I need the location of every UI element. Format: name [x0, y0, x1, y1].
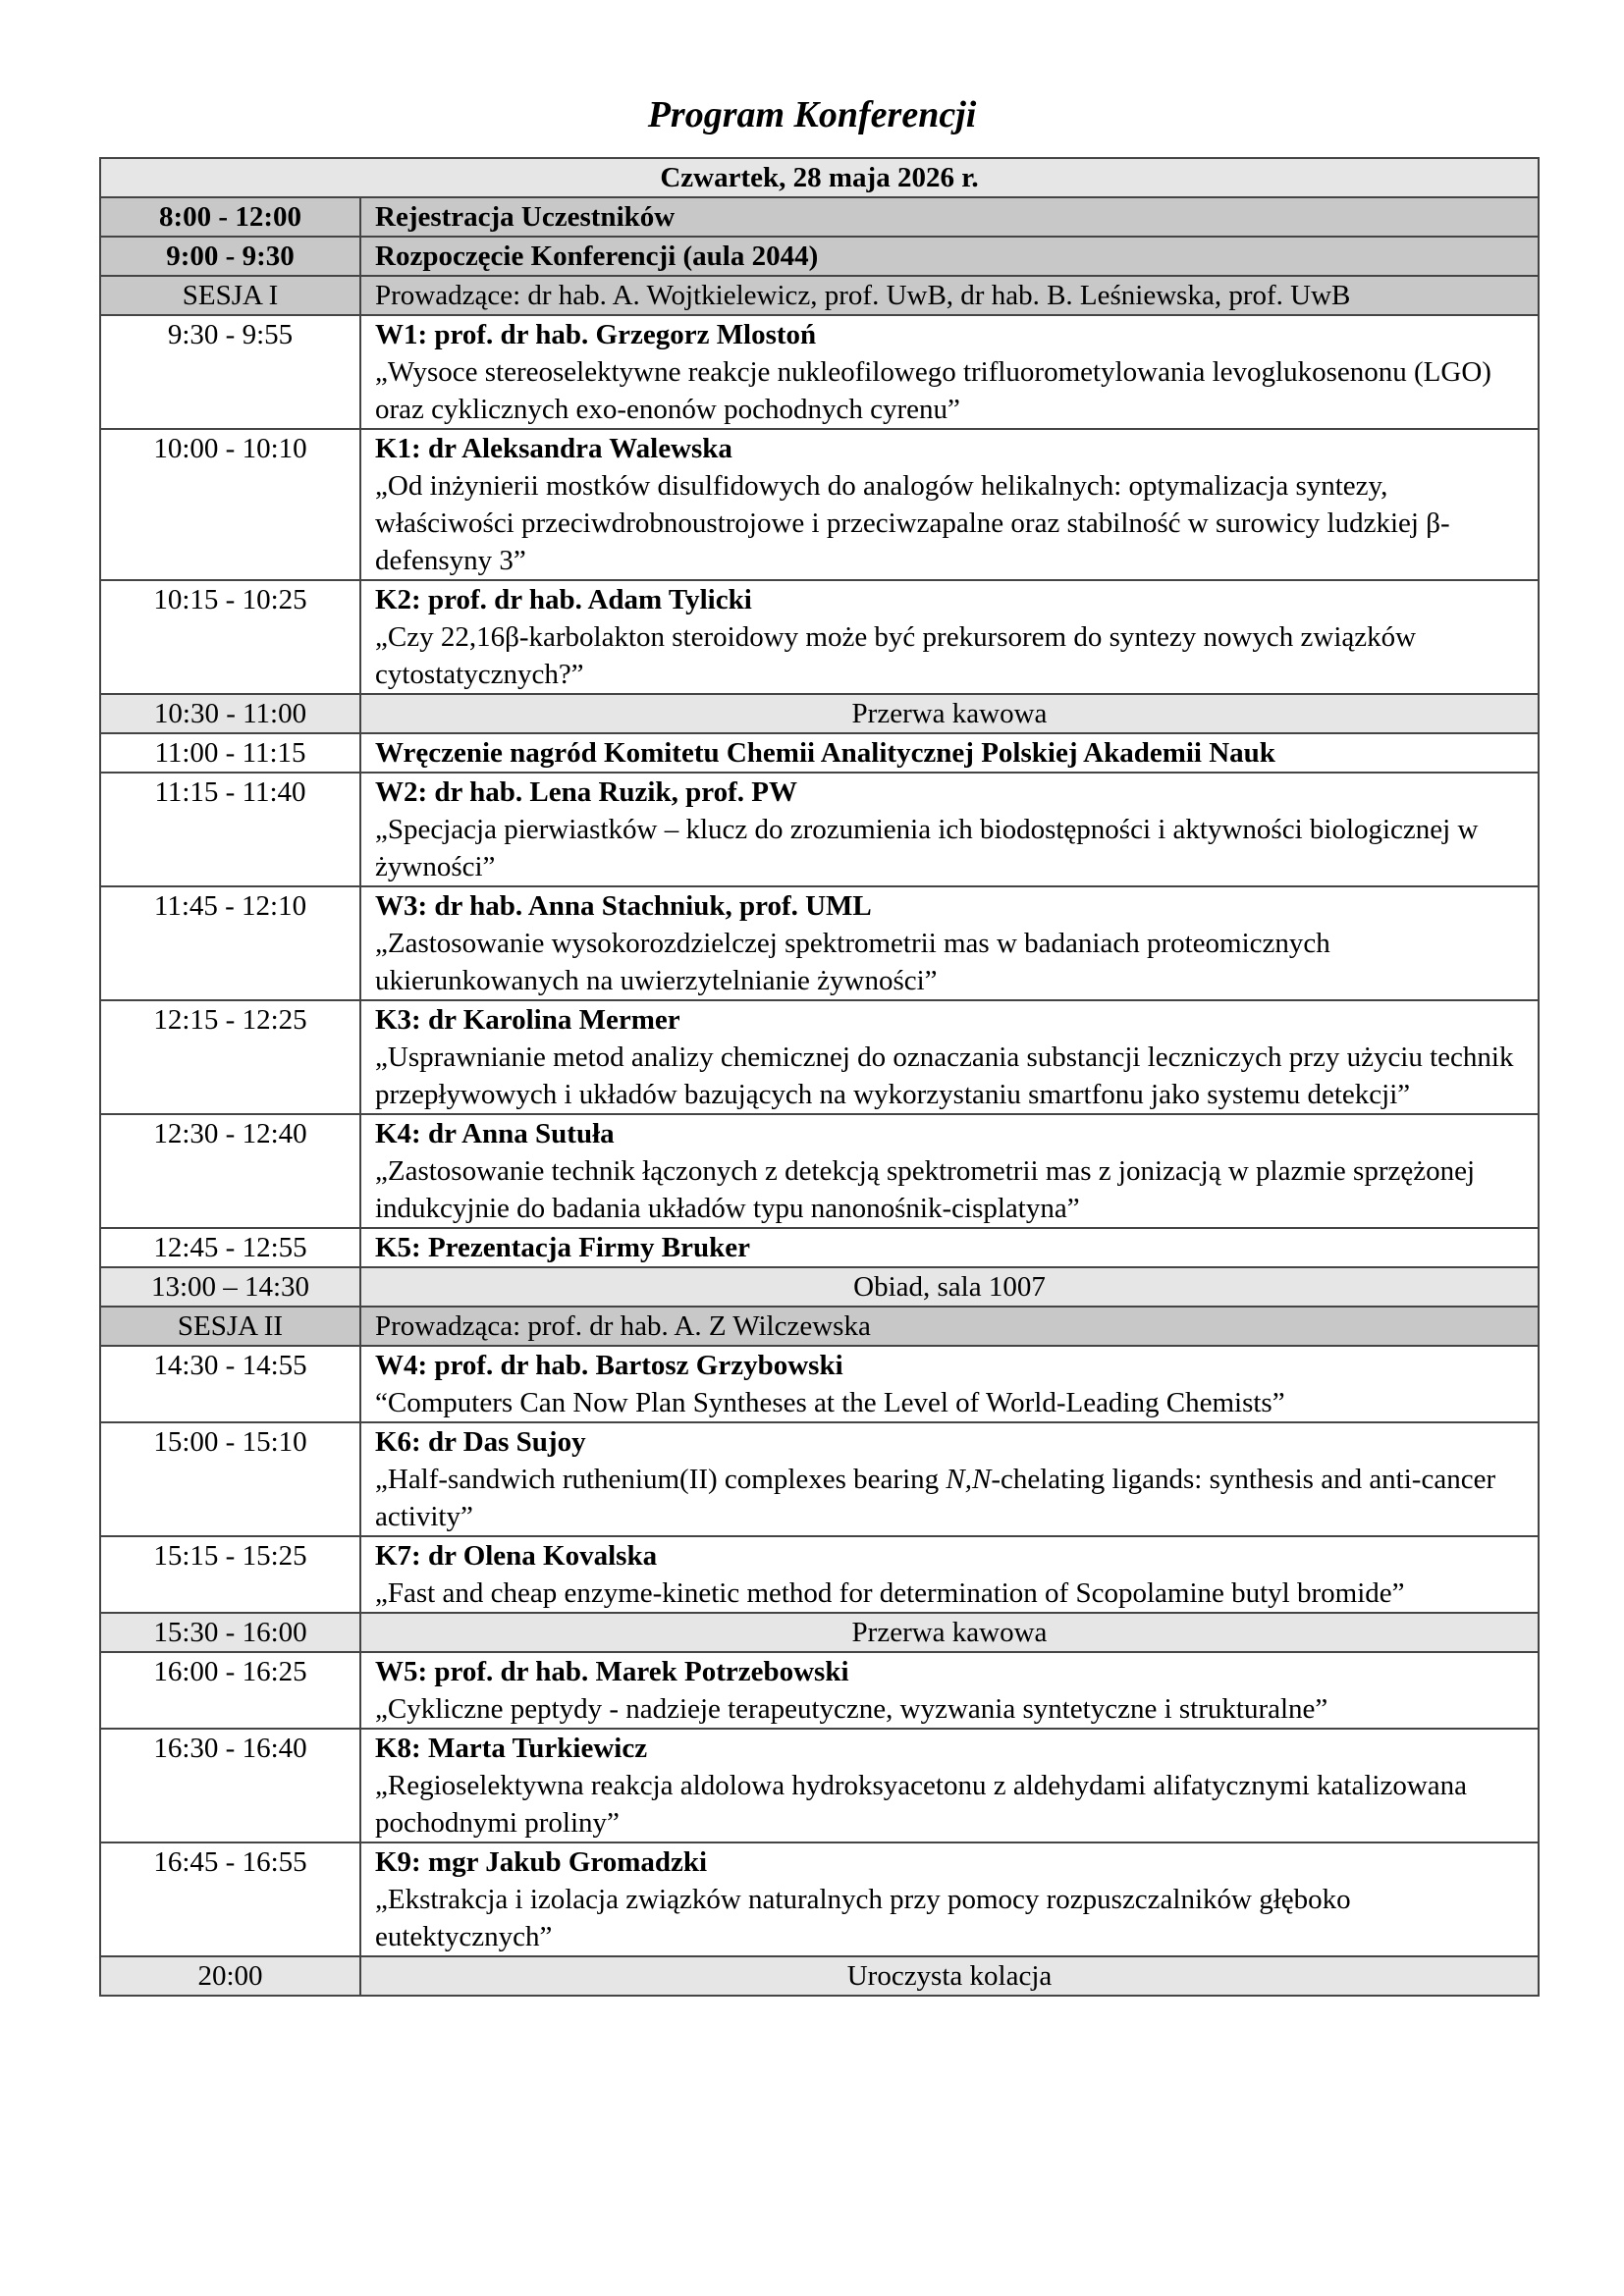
talk-cell: [360, 1114, 1539, 1228]
speaker-name: K2: prof. dr hab. Adam Tylicki: [375, 584, 752, 615]
day-header: Czwartek, 28 maja 2026 r.: [100, 158, 1539, 197]
talk-cell: [360, 1346, 1539, 1422]
time-cell: 16:00 - 16:25: [100, 1652, 360, 1729]
time-cell: 16:30 - 16:40: [100, 1729, 360, 1842]
speaker-name: K6: dr Das Sujoy: [375, 1426, 586, 1458]
talk-cell: [360, 886, 1539, 1000]
talk-title: „Specjacja pierwiastków – klucz do zrozumienia ich biodostępności i aktywności biologicznej w żywności”: [375, 814, 1479, 882]
event-cell: Rozpoczęcie Konferencji (aula 2044): [360, 237, 1539, 276]
talk-title: „Zastosowanie technik łączonych z detekcją spektrometrii mas z jonizacją w plazmie sprzężonej indukcyjnie do badania układów typu nanonośnik-cisplatyna”: [375, 1155, 1476, 1224]
talk-cell: [360, 773, 1539, 886]
talk-cell: [360, 1000, 1539, 1114]
time-cell: 8:00 - 12:00: [100, 197, 360, 237]
lunch-row: [100, 1267, 1539, 1307]
talk-cell: [360, 1652, 1539, 1729]
time-cell: 11:00 - 11:15: [100, 733, 360, 773]
speaker-name: K8: Marta Turkiewicz: [375, 1733, 648, 1764]
talk-cell: [360, 315, 1539, 429]
talk-title: „Usprawnianie metod analizy chemicznej do oznaczania substancji leczniczych przy użyciu technik przepływowych i układów bazujących na wykorzystaniu smartfonu jako systemu detekcji”: [375, 1041, 1514, 1110]
speaker-name: K1: dr Aleksandra Walewska: [375, 433, 732, 464]
table-row: [100, 429, 1539, 580]
schedule-table: [99, 157, 1540, 1997]
dinner-row: [100, 1956, 1539, 1996]
talk-cell: [360, 1536, 1539, 1613]
speaker-name: W1: prof. dr hab. Grzegorz Mlostoń: [375, 319, 817, 350]
talk-title: “Computers Can Now Plan Syntheses at the Level of World-Leading Chemists”: [375, 1387, 1285, 1418]
session-row: [100, 276, 1539, 315]
talk-cell: [360, 580, 1539, 694]
talk-title: [375, 1461, 1524, 1535]
table-row: [100, 1422, 1539, 1536]
speaker-name: W5: prof. dr hab. Marek Potrzebowski: [375, 1656, 849, 1687]
speaker-name: K7: dr Olena Kovalska: [375, 1540, 658, 1572]
break-row: [100, 1613, 1539, 1652]
session-label: SESJA I: [100, 276, 360, 315]
talk-title: „Czy 22,16β-karbolakton steroidowy może być prekursorem do syntezy nowych związków cytostatycznych?”: [375, 621, 1417, 690]
break-label: Przerwa kawowa: [360, 694, 1539, 733]
event-cell: Wręczenie nagród Komitetu Chemii Analitycznej Polskiej Akademii Nauk: [360, 733, 1539, 773]
page-title: Program Konferencji: [647, 94, 977, 135]
talk-title: „Regioselektywna reakcja aldolowa hydroksyacetonu z aldehydami alifatycznymi katalizowana pochodnymi proliny”: [375, 1770, 1468, 1839]
table-row: [100, 315, 1539, 429]
time-cell: 20:00: [100, 1956, 360, 1996]
session-chairs: Prowadząca: prof. dr hab. A. Z Wilczewska: [360, 1307, 1539, 1346]
time-cell: 15:15 - 15:25: [100, 1536, 360, 1613]
time-cell: 13:00 – 14:30: [100, 1267, 360, 1307]
talk-title: „Wysoce stereoselektywne reakcje nukleofilowego trifluorometylowania levoglukosenonu (LGO) oraz cyklicznych exo-enonów pochodnych cyrenu”: [375, 356, 1491, 425]
time-cell: 16:45 - 16:55: [100, 1842, 360, 1956]
talk-title: „Od inżynierii mostków disulfidowych do analogów helikalnych: optymalizacja syntezy, właściwości przeciwdrobnoustrojowe i przeciwzapalne oraz stabilność w surowicy ludzkiej β-defensyny 3”: [375, 470, 1450, 576]
speaker-name: W3: dr hab. Anna Stachniuk, prof. UML: [375, 890, 872, 922]
speaker-name: W4: prof. dr hab. Bartosz Grzybowski: [375, 1350, 843, 1381]
time-cell: 12:30 - 12:40: [100, 1114, 360, 1228]
table-row: [100, 1114, 1539, 1228]
time-cell: 9:30 - 9:55: [100, 315, 360, 429]
talk-title: „Ekstrakcja i izolacja związków naturalnych przy pomocy rozpuszczalników głęboko eutektycznych”: [375, 1884, 1351, 1952]
break-row: [100, 694, 1539, 733]
table-row: [100, 580, 1539, 694]
time-cell: 10:30 - 11:00: [100, 694, 360, 733]
lunch-label: Obiad, sala 1007: [360, 1267, 1539, 1307]
session-chairs: Prowadzące: dr hab. A. Wojtkielewicz, prof. UwB, dr hab. B. Leśniewska, prof. UwB: [360, 276, 1539, 315]
table-row: [100, 773, 1539, 886]
event-cell: Rejestracja Uczestników: [360, 197, 1539, 237]
table-row: [100, 733, 1539, 773]
day-header-row: [100, 158, 1539, 197]
time-cell: 12:15 - 12:25: [100, 1000, 360, 1114]
time-cell: 12:45 - 12:55: [100, 1228, 360, 1267]
session-row: [100, 1307, 1539, 1346]
time-cell: 15:30 - 16:00: [100, 1613, 360, 1652]
table-row: [100, 237, 1539, 276]
table-row: [100, 1536, 1539, 1613]
talk-cell: [360, 1422, 1539, 1536]
speaker-name: K4: dr Anna Sutuła: [375, 1118, 615, 1149]
talk-title: „Fast and cheap enzyme-kinetic method for determination of Scopolamine butyl bromide”: [375, 1577, 1405, 1609]
event-cell: K5: Prezentacja Firmy Bruker: [360, 1228, 1539, 1267]
talk-cell: [360, 1842, 1539, 1956]
talk-title-part: „Half-sandwich ruthenium(II) complexes bearing: [375, 1464, 947, 1495]
time-cell: 9:00 - 9:30: [100, 237, 360, 276]
table-row: [100, 1842, 1539, 1956]
table-row: [100, 197, 1539, 237]
table-row: [100, 1652, 1539, 1729]
speaker-name: K3: dr Karolina Mermer: [375, 1004, 680, 1036]
table-row: [100, 1729, 1539, 1842]
table-row: [100, 1000, 1539, 1114]
time-cell: 10:15 - 10:25: [100, 580, 360, 694]
time-cell: 11:15 - 11:40: [100, 773, 360, 886]
talk-title: „Zastosowanie wysokorozdzielczej spektrometrii mas w badaniach proteomicznych ukierunkowanych na uwierzytelnianie żywności”: [375, 928, 1330, 996]
talk-title-part: -chelating ligands: synthesis and anti-cancer activity”: [375, 1464, 1496, 1532]
time-cell: 14:30 - 14:55: [100, 1346, 360, 1422]
talk-title: „Cykliczne peptydy - nadzieje terapeutyczne, wyzwania syntetyczne i strukturalne”: [375, 1693, 1328, 1725]
table-row: [100, 1346, 1539, 1422]
dinner-label: Uroczysta kolacja: [360, 1956, 1539, 1996]
speaker-name: W2: dr hab. Lena Ruzik, prof. PW: [375, 776, 797, 808]
break-label: Przerwa kawowa: [360, 1613, 1539, 1652]
talk-cell: [360, 429, 1539, 580]
talk-cell: [360, 1729, 1539, 1842]
table-row: [100, 1228, 1539, 1267]
table-row: [100, 886, 1539, 1000]
time-cell: 15:00 - 15:10: [100, 1422, 360, 1536]
time-cell: 10:00 - 10:10: [100, 429, 360, 580]
speaker-name: K9: mgr Jakub Gromadzki: [375, 1846, 708, 1878]
time-cell: 11:45 - 12:10: [100, 886, 360, 1000]
talk-title-italic: N,N: [946, 1464, 992, 1495]
session-label: SESJA II: [100, 1307, 360, 1346]
